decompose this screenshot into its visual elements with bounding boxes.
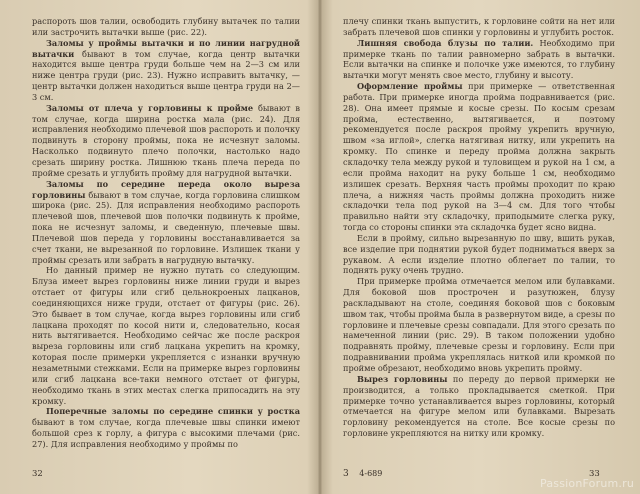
page-number-right: 33 <box>589 469 600 479</box>
paragraph-text: бывают в том случае, когда горловина слишком широка (рис. 25). Для исправления необходимо распороть плечевой шов, плечевой шов полочки подвинуть к пройме, пока не исчезнут заломы, и сведенную, плечевые швы. Плечевой шов переда у горловины восстанавливается за счет ткани, не вырезанной по горловине. Излишек ткани у проймы срезать или забрать в нагрудную вытачку. <box>32 189 300 265</box>
paragraph-text: бывают в том случае, когда ширина ростка мала (рис. 24). Для исправления необходимо плечевой шов распороть и полочку подвинуть в сторону проймы, пока не исчезнут заломы. Насколько подвинуто плечо полочки, настолько надо срезать ширину ростка. Лишнюю ткань плеча переда по пройме срезать и углубить пройму для нагрудной вытачки. <box>32 102 300 178</box>
paragraph <box>343 38 615 81</box>
paragraph-heading: Оформление проймы <box>357 81 463 92</box>
paragraph <box>343 374 615 439</box>
paragraph <box>32 38 300 103</box>
paragraph <box>32 103 300 179</box>
paragraph-heading: Заломы у проймы вытачки и по линии нагрудной вытачки <box>32 37 300 59</box>
paragraph-text: Необходимо при примерке ткань по талии равномерно забрать в вытачки. Если вытачки на спинке и полочке уже имеются, то глубину вытачки могут менять свое место, глубину и высоту. <box>343 37 615 81</box>
paragraph-text: по переду до первой примерки не производится, а только прокладывается сметкой. При примерке точно устанавливается вырез горловины, который отмечается на фигуре мелом или булавками. Вырезать горловину рекомендуется на столе. Все косые срезы по горловине укрепляются на нитку или кромку. <box>343 373 615 439</box>
paragraph <box>343 16 615 38</box>
paragraph-text: распороть шов талии, освободить глубину вытачек по талии или застрочить вытачки выше (рис. 22). <box>32 16 300 37</box>
right-page <box>321 0 640 494</box>
paragraph <box>32 179 300 266</box>
paragraph-heading: Заломы от плеча у горловины к пройме <box>46 102 254 113</box>
paragraph-heading: Заломы по середине переда около выреза горловины <box>32 178 300 200</box>
paragraph-heading: Лишняя свобода блузы по талии. <box>357 37 534 48</box>
signature-mark <box>343 469 382 479</box>
signature-number: 3 <box>343 469 349 479</box>
paragraph-heading: Поперечные заломы по середине спинки у ростка <box>46 406 300 417</box>
paragraph <box>343 233 615 276</box>
paragraph-text: при примерке — ответственная работа. При примерке иногда пройма подравнивается (рис. 28). Она имеет прямые и косые срезы. По косым срезам пройма, естественно, вытягивается, и поэтому рекомендуется после раскроя пройму укрепить вручную, швом «за иглой», слегка натягивая нитку, или укрепить на кромку. По спинке и переду пройма должна закрыть складочку тела между рукой и туловищем и рукой на 1 см, а если пройма находит на руку больше 1 см, необходимо излишек срезать. Верхняя часть проймы проходит по краю плеча, а нижняя часть проймы должна проходить ниже складочки тела под рукой на 3—4 см. Для того чтобы правильно найти эту складочку, приподымите слегка руку, тогда со стороны спинки эта складочка будет ясно видна. <box>343 81 615 233</box>
right-text-column <box>343 16 615 439</box>
page-number-left: 32 <box>32 469 43 479</box>
left-text-column <box>32 16 300 450</box>
paragraph-heading: Вырез горловины <box>357 373 448 384</box>
watermark: PassionForum.ru <box>540 477 634 490</box>
paragraph <box>343 81 615 233</box>
paragraph <box>343 276 615 374</box>
paragraph-text: бывают в том случае, когда центр вытачки находится выше центра груди больше чем на 2—3 см или ниже центра груди (рис. 23). Нужно исправить вытачку, — центр вытачки должен находиться выше центра груди на 2—3 см. <box>32 48 300 102</box>
paragraph-text: Если в пройму, сильно вырезанную по шву, вшить рукав, все изделие при поднятии рукой будет подниматься вверх за рукавом. А если изделие плотно облегает по талии, то поднять руку очень трудно. <box>343 232 615 276</box>
paragraph <box>32 265 300 406</box>
paragraph <box>32 16 300 38</box>
paragraph-text: Но данный пример не нужно путать со следующим. Блуза имеет вырез горловины ниже линии груди и вырез отстает от фигуры или сгиб цельнокроеных лацканов, соединяющихся ниже груди, отстает от фигуры (рис. 26). Это бывает в том случае, когда вырез горловины или сгиб лацкана проходят по косой нити и, следовательно, косая нить вытягивается. Необходимо сейчас же после раскроя выреза горловины или сгиб лацкана укрепить на кромку, которая после примерки укрепляется с изнанки вручную незаметными стежками. Если на примерке вырез горловины или сгиб лацкана все-таки немного отстает от фигуры, необходимо ткань в этих местах слегка припосадить на эту кромку. <box>32 265 300 406</box>
signature-note: 4-689 <box>359 469 383 478</box>
paragraph <box>32 406 300 449</box>
paragraph-text: При примерке пройма отмечается мелом или булавками. Для боковой шов прострочен и разутюжен, блузу раскладывают на столе, соединяя боковой шов с боковым швом так, чтобы пройма была в развернутом виде, а срезы по горловине и плечевые срезы совпадали. Для этого срезать по намеченной линии (рис. 29). В таком положении удобно подравнять пройму, плечевые срезы и горловину. Если при подравнивании пройма укреплялась ниткой или кромкой по пройме обрезают, необходимо вновь укрепить пройму. <box>343 276 615 373</box>
paragraph-text: бывают в том случае, когда плечевые швы спинки имеют большой срез к горлу, а фигура с высокими плечами (рис. 27). Для исправления необходимо у проймы по <box>32 417 300 449</box>
paragraph-text: плечу спинки ткань выпустить, к горловине сойти на нет или забрать плечевой шов спинки у горловины и углубить росток. <box>343 16 615 37</box>
